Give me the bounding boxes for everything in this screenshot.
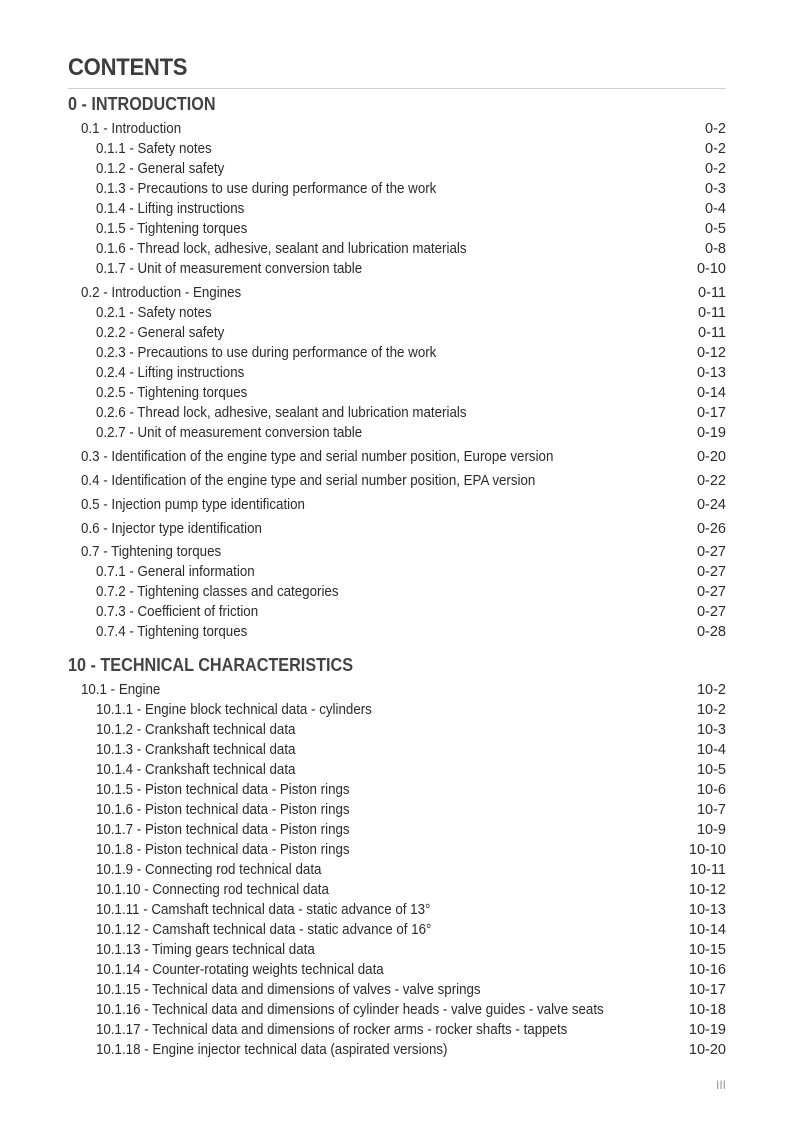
toc-entry-title: 10.1.6 - Piston technical data - Piston rings — [96, 802, 350, 818]
toc-entry-title: 10.1 - Engine — [81, 682, 161, 698]
toc-entry[interactable] — [0, 520, 794, 538]
toc-entry-title: 0.2.2 - General safety — [96, 325, 225, 341]
toc-entry-title: 0.1 - Introduction — [81, 121, 182, 137]
toc-entry[interactable] — [0, 941, 794, 959]
toc-entry-page: 10-12 — [688, 882, 726, 898]
toc-entry-title: 10.1.17 - Technical data and dimensions of rocker arms - rocker shafts - tappets — [96, 1022, 568, 1038]
toc-entry-page: 10-16 — [688, 962, 726, 978]
toc-entry-page: 10-18 — [688, 1002, 726, 1018]
toc-entry-page: 10-6 — [696, 782, 726, 798]
toc-entry-title: 0.2.3 - Precautions to use during performance of the work — [96, 345, 437, 361]
toc-entry[interactable] — [0, 384, 794, 402]
toc-entry-page: 0-2 — [705, 161, 726, 177]
toc-entry-page: 0-11 — [698, 285, 726, 301]
toc-entry[interactable] — [0, 200, 794, 218]
toc-entry-title: 10.1.16 - Technical data and dimensions of cylinder heads - valve guides - valve seats — [96, 1002, 604, 1018]
toc-entry[interactable] — [0, 404, 794, 422]
toc-entry-page: 0-27 — [696, 604, 726, 620]
toc-entry-page: 10-9 — [696, 822, 726, 838]
toc-entry[interactable] — [0, 603, 794, 621]
toc-entry[interactable] — [0, 681, 794, 699]
toc-entry-page: 0-27 — [696, 564, 726, 580]
toc-entry[interactable] — [0, 543, 794, 561]
toc-entry-page: 0-17 — [696, 405, 726, 421]
toc-entry-title: 0.2.7 - Unit of measurement conversion table — [96, 425, 363, 441]
toc-entry-title: 0.2.1 - Safety notes — [96, 305, 212, 321]
toc-entry[interactable] — [0, 324, 794, 342]
toc-entry[interactable] — [0, 260, 794, 278]
toc-entry-page: 10-14 — [688, 922, 726, 938]
toc-entry-page: 10-7 — [696, 802, 726, 818]
toc-entry-title: 0.4 - Identification of the engine type and serial number position, EPA version — [81, 473, 536, 489]
toc-entry-page: 0-2 — [705, 141, 726, 157]
toc-entry-page: 0-13 — [696, 365, 726, 381]
toc-entry-page: 10-10 — [688, 842, 726, 858]
toc-entry[interactable] — [0, 881, 794, 899]
toc-entry[interactable] — [0, 120, 794, 138]
toc-entry-page: 10-20 — [688, 1042, 726, 1058]
toc-entry-title: 10.1.4 - Crankshaft technical data — [96, 762, 296, 778]
toc-entry[interactable] — [0, 364, 794, 382]
toc-entry-title: 10.1.18 - Engine injector technical data (aspirated versions) — [96, 1042, 448, 1058]
toc-entry-page: 0-11 — [698, 305, 726, 321]
toc-entry[interactable] — [0, 701, 794, 719]
toc-entry-page: 10-13 — [688, 902, 726, 918]
toc-entry-title: 0.1.5 - Tightening torques — [96, 221, 248, 237]
toc-entry[interactable] — [0, 761, 794, 779]
toc-entry[interactable] — [0, 1041, 794, 1059]
toc-entry-page: 10-15 — [688, 942, 726, 958]
toc-entry[interactable] — [0, 284, 794, 302]
toc-entry-page: 0-5 — [705, 221, 726, 237]
toc-entry-title: 0.1.6 - Thread lock, adhesive, sealant and lubrication materials — [96, 241, 467, 257]
toc-entry[interactable] — [0, 741, 794, 759]
toc-entry-page: 0-8 — [705, 241, 726, 257]
toc-entry-title: 10.1.3 - Crankshaft technical data — [96, 742, 296, 758]
toc-entry[interactable] — [0, 1001, 794, 1019]
toc-entry-title: 10.1.14 - Counter-rotating weights technical data — [96, 962, 384, 978]
toc-entry[interactable] — [0, 240, 794, 258]
toc-entry[interactable] — [0, 180, 794, 198]
title-divider — [68, 88, 726, 89]
toc-entry-title: 0.1.2 - General safety — [96, 161, 225, 177]
toc-entry-page: 0-3 — [705, 181, 726, 197]
toc-entry-page: 0-24 — [696, 497, 726, 513]
toc-entry-page: 0-4 — [705, 201, 726, 217]
toc-entry[interactable] — [0, 448, 794, 466]
toc-entry-page: 0-22 — [696, 473, 726, 489]
toc-entry-title: 0.7.2 - Tightening classes and categories — [96, 584, 339, 600]
toc-entry[interactable] — [0, 424, 794, 442]
toc-entry-title: 0.1.4 - Lifting instructions — [96, 201, 245, 217]
section-heading: 10 - TECHNICAL CHARACTERISTICS — [68, 655, 354, 675]
toc-entry[interactable] — [0, 563, 794, 581]
toc-entry-page: 0-10 — [696, 261, 726, 277]
toc-entry-page: 0-27 — [696, 584, 726, 600]
toc-entry-title: 10.1.5 - Piston technical data - Piston rings — [96, 782, 350, 798]
toc-entry[interactable] — [0, 981, 794, 999]
toc-entry-title: 10.1.2 - Crankshaft technical data — [96, 722, 296, 738]
toc-entry-page: 0-28 — [696, 624, 726, 640]
toc-entry[interactable] — [0, 160, 794, 178]
section-heading: 0 - INTRODUCTION — [68, 94, 216, 114]
toc-entry-page: 10-3 — [696, 722, 726, 738]
toc-entry-page: 10-2 — [696, 702, 726, 718]
toc-entry-title: 0.6 - Injector type identification — [81, 521, 262, 537]
toc-entry[interactable] — [0, 344, 794, 362]
toc-entry-page: 0-14 — [696, 385, 726, 401]
toc-entry-title: 10.1.11 - Camshaft technical data - static advance of 13° — [96, 902, 431, 918]
toc-entry-title: 0.7.1 - General information — [96, 564, 255, 580]
toc-entry-title: 0.3 - Identification of the engine type and serial number position, Europe version — [81, 449, 554, 465]
toc-entry[interactable] — [0, 921, 794, 939]
toc-entry-title: 0.5 - Injection pump type identification — [81, 497, 305, 513]
toc-entry-title: 0.2.5 - Tightening torques — [96, 385, 248, 401]
toc-entry-page: 10-11 — [689, 862, 726, 878]
toc-entry-title: 10.1.1 - Engine block technical data - cylinders — [96, 702, 372, 718]
toc-entry-title: 0.1.1 - Safety notes — [96, 141, 212, 157]
toc-entry-title: 0.7.4 - Tightening torques — [96, 624, 248, 640]
toc-entry[interactable] — [0, 140, 794, 158]
toc-entry[interactable] — [0, 961, 794, 979]
toc-entry[interactable] — [0, 781, 794, 799]
toc-entry-page: 10-4 — [696, 742, 726, 758]
toc-entry-title: 0.7.3 - Coefficient of friction — [96, 604, 259, 620]
toc-entry-title: 0.2.6 - Thread lock, adhesive, sealant and lubrication materials — [96, 405, 467, 421]
toc-entry-page: 0-11 — [698, 325, 726, 341]
toc-entry-page: 0-2 — [705, 121, 726, 137]
toc-entry-title: 10.1.10 - Connecting rod technical data — [96, 882, 329, 898]
toc-entry[interactable] — [0, 472, 794, 490]
page-title: CONTENTS — [68, 54, 188, 81]
toc-entry-title: 0.7 - Tightening torques — [81, 544, 222, 560]
toc-entry[interactable] — [0, 721, 794, 739]
toc-entry[interactable] — [0, 496, 794, 514]
toc-entry[interactable] — [0, 583, 794, 601]
toc-entry[interactable] — [0, 801, 794, 819]
toc-entry-title: 0.1.3 - Precautions to use during performance of the work — [96, 181, 437, 197]
toc-entry-title: 10.1.7 - Piston technical data - Piston rings — [96, 822, 350, 838]
toc-entry[interactable] — [0, 1021, 794, 1039]
toc-entry-page: 0-20 — [696, 449, 726, 465]
toc-entry-title: 10.1.12 - Camshaft technical data - static advance of 16° — [96, 922, 432, 938]
page-number: III — [715, 1078, 726, 1092]
toc-entry-page: 10-5 — [696, 762, 726, 778]
toc-entry-page: 10-2 — [696, 682, 726, 698]
toc-entry-title: 10.1.9 - Connecting rod technical data — [96, 862, 322, 878]
toc-entry-title: 10.1.13 - Timing gears technical data — [96, 942, 315, 958]
toc-entry-page: 0-27 — [696, 544, 726, 560]
toc-entry[interactable] — [0, 841, 794, 859]
toc-entry[interactable] — [0, 220, 794, 238]
toc-entry[interactable] — [0, 304, 794, 322]
toc-entry-title: 0.2 - Introduction - Engines — [81, 285, 242, 301]
toc-entry[interactable] — [0, 623, 794, 641]
toc-entry-title: 0.2.4 - Lifting instructions — [96, 365, 245, 381]
toc-entry-page: 0-12 — [696, 345, 726, 361]
toc-entry[interactable] — [0, 861, 794, 879]
toc-entry-page: 0-19 — [696, 425, 726, 441]
toc-entry-title: 10.1.8 - Piston technical data - Piston rings — [96, 842, 350, 858]
toc-entry-title: 0.1.7 - Unit of measurement conversion table — [96, 261, 363, 277]
toc-entry[interactable] — [0, 901, 794, 919]
toc-entry-page: 0-26 — [696, 521, 726, 537]
toc-entry-title: 10.1.15 - Technical data and dimensions of valves - valve springs — [96, 982, 481, 998]
toc-entry[interactable] — [0, 821, 794, 839]
toc-entry-page: 10-19 — [688, 1022, 726, 1038]
toc-entry-page: 10-17 — [688, 982, 726, 998]
